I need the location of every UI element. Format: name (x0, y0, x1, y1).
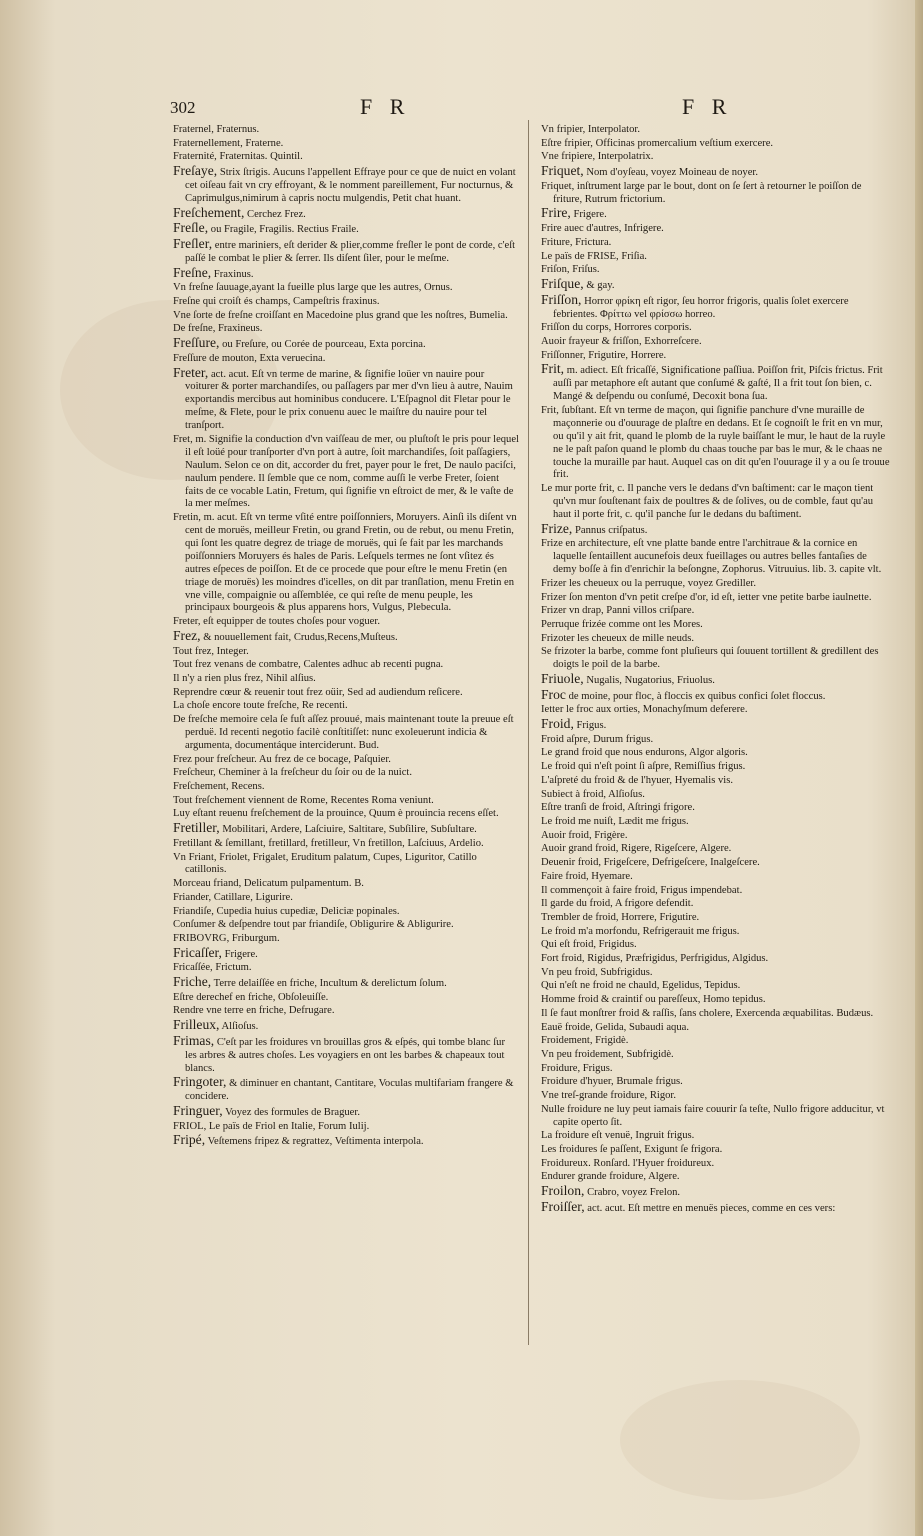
entry-text: Vn Friant, Friolet, Frigalet, Eruditum palatum, Cupes, Liguritor, Catillo catillonis. (173, 851, 477, 876)
entry-text: Froidure d'hyuer, Brumale frigus. (541, 1076, 683, 1088)
entry-text: ou Fragile, Fragilis. Rectius Fraile. (210, 224, 359, 236)
dictionary-entry (541, 718, 891, 733)
entry-text: Il garde du froid, A frigore defendit. (541, 898, 694, 910)
dictionary-entry (173, 616, 519, 629)
entry-text: Fretin, m. acut. Eſt vn terme vſité entre poiſſonniers, Moruyers. Ainſi ils diſent vn cent de moruës, meilleur Fretin, ou grand Fretin, ou de rebut, ou menu Fretin, qui ſont les quatre degrez de triage de moruës, qui ſe fait par les marchands poiſſonniers Moruyers és hales de Paris. Leſquels termes ne ſont vſitez és autres eſpeces de poiſſon. Et de ce procede que pour eſtre le menu Fretin (en triage de moruës) les moindres d'icelles, on dit par tranſlation, menu Fretin en vne ville, compaignie ou aſſemblée, ce qui reſte de menu peuple, les principaux bourgeois & plus apparens hors, Vulgus, Plebecula. (173, 512, 517, 614)
entry-headword: Frez, (173, 627, 201, 643)
dictionary-entry (541, 843, 891, 856)
entry-headword: Fringuer, (173, 1103, 223, 1118)
dictionary-entry (541, 264, 891, 277)
entry-text: Frire auec d'autres, Infrigere. (541, 223, 664, 235)
entry-text: Conſumer & deſpendre tout par friandiſe, Obligurire & Abligurire. (173, 919, 454, 931)
entry-text: Vn peu froidement, Subfrigidè. (541, 1048, 674, 1060)
entry-text: Subiect à froid, Alſioſus. (541, 788, 645, 800)
dictionary-entry (173, 700, 519, 713)
entry-headword: Froc (541, 686, 566, 702)
entry-text: Vne treſ-grande froidure, Rigor. (541, 1090, 677, 1102)
dictionary-entry (541, 830, 891, 843)
entry-text: Auoir frayeur & friſſon, Exhorreſcere. (541, 335, 702, 347)
entry-text: Qui n'eſt ne froid ne chauld, Egelidus, Tepidus. (541, 980, 741, 992)
entry-text: act. acut. Eſt mettre en menuës pieces, comme en ces vers: (587, 1202, 836, 1214)
entry-headword: Freſaye, (173, 163, 218, 179)
dictionary-entry (173, 353, 519, 366)
entry-text: Auoir grand froid, Rigere, Rigeſcere, Algere. (541, 843, 732, 855)
entry-text: Frizer ſon menton d'vn petit creſpe d'or, id eſt, ietter vne petite barbe iaulnette. (541, 591, 872, 603)
entry-text: Qui eſt froid, Frigidus. (541, 939, 637, 951)
running-head-right: F R (682, 94, 733, 119)
dictionary-entry (173, 512, 519, 615)
dictionary-entry (541, 1185, 891, 1200)
dictionary-entry (173, 838, 519, 851)
dictionary-entry (541, 670, 891, 688)
entry-text: Freſcheur, Cheminer à la freſcheur du ſoir ou de la nuict. (173, 767, 413, 779)
entry-text: L'aſpreté du froid & de l'hyuer, Hyemalis vis. (541, 774, 733, 786)
dictionary-entry (541, 885, 891, 898)
entry-text: Endurer grande froidure, Algere. (541, 1171, 680, 1183)
entry-headword: Frize, (541, 520, 573, 536)
entry-text: FRIBOVRG, Friburgum. (173, 932, 280, 944)
entry-text: Il n'y a rien plus frez, Nihil alſius. (173, 672, 316, 684)
dictionary-entry (541, 939, 891, 952)
dictionary-entry (541, 1104, 891, 1130)
entry-headword: Fretiller, (173, 820, 220, 836)
entry-headword: Frit, (541, 361, 565, 377)
entry-headword: Frilleux, (173, 1017, 220, 1033)
dictionary-entry (541, 520, 891, 538)
entry-text: Friſſon du corps, Horrores corporis. (541, 322, 692, 334)
dictionary-entry (541, 1022, 891, 1035)
entry-text: Friſon, Friſus. (541, 264, 600, 276)
dictionary-entry (541, 953, 891, 966)
entry-headword: Fripé, (173, 1132, 206, 1148)
entry-text: Friſſonner, Frigutire, Horrere. (541, 349, 667, 361)
dictionary-entry (541, 747, 891, 760)
dictionary-entry (541, 789, 891, 802)
entry-text: Fricaſſée, Frictum. (173, 962, 252, 974)
dictionary-entry (173, 673, 519, 686)
dictionary-entry (541, 138, 891, 151)
entry-headword: Freter, (173, 364, 209, 380)
dictionary-entry (173, 933, 519, 946)
dictionary-entry (173, 1019, 519, 1034)
dictionary-entry (541, 207, 891, 222)
entry-text: Eſtre fripier, Officinas promercalium veſtium exercere. (541, 137, 774, 149)
entry-text: Frez pour freſcheur. Au frez de ce bocage, Paſquier. (173, 753, 391, 765)
entry-headword: Freſler, (173, 236, 213, 252)
entry-text: Eauë froide, Gelida, Subaudi aqua. (541, 1021, 689, 1033)
dictionary-entry (173, 781, 519, 794)
dictionary-entry (173, 627, 519, 645)
entry-text: Alſioſus. (221, 1021, 259, 1033)
dictionary-entry (173, 1134, 519, 1149)
entry-headword: Fringoter, (173, 1074, 227, 1090)
entry-text: Le froid m'a morfondu, Refrigerauit me frigus. (541, 925, 740, 937)
entry-text: & nouuellement fait, Crudus,Recens,Muſteus. (203, 631, 398, 643)
entry-text: Fret, m. Signifie la conduction d'vn vaiſſeau de mer, ou pluſtoſt le pris pour lequel il eſt loüé pour tranſporter d'vn port à autre, ſoit marchandiſes, ſoit paſſagiers, Naulum. Selon ce on dit, accorder du fret, payer pour le fret, De naulo paciſci, naulum pendere. Il ſemble que ce nom, comme auſſi le verbe Freter, ſoient faits de ce vocable Latin, Fretum, qui ſignifie vn eſtroict de mer, & le vaſte de la mer meſmes. (173, 433, 519, 510)
dictionary-entry (541, 1008, 891, 1021)
dictionary-entry (173, 323, 519, 336)
dictionary-entry (541, 994, 891, 1007)
dictionary-entry (173, 878, 519, 891)
right-column (541, 124, 891, 1336)
dictionary-entry (541, 483, 891, 522)
entry-text: La froidure eſt venuë, Ingruit frigus. (541, 1130, 695, 1142)
entry-text: ou Freſure, ou Corée de pourceau, Exta porcina. (222, 339, 426, 351)
dictionary-entry (541, 871, 891, 884)
dictionary-entry (173, 282, 519, 295)
dictionary-entry (541, 151, 891, 164)
entry-text: Fraternel, Fraternus. (173, 124, 260, 135)
dictionary-entry (541, 898, 891, 911)
dictionary-entry (541, 1076, 891, 1089)
entry-text: Pannus criſpatus. (575, 524, 648, 536)
entry-text: Le froid me nuiſt, Lædit me frigus. (541, 816, 689, 827)
entry-text: act. acut. Eſt vn terme de marine, & ſignifie loüer vn nauire pour voiturer & porter marchandiſes, ou paſſagers par mer d'vn lieu à autre, Nauim exportandis mercibus aut hominibus conducere. L'Eſpagnol dit Fletar pour le meſme, & Flete, pour le prix conuenu auec le maiſtre du nauire pour tel tranſport. (185, 368, 513, 432)
dictionary-entry (541, 291, 891, 322)
entry-text: entre mariniers, eſt derider & plier,comme freſler le pont de corde, c'eſt paſſé le combat le plier & ſerrer. Ils diſent ſiler, pour le meſme. (185, 240, 516, 264)
entry-text: De freſne, Fraxineus. (173, 323, 263, 335)
dictionary-entry (173, 364, 519, 434)
entry-headword: Friuole, (541, 670, 584, 686)
dictionary-entry (541, 605, 891, 618)
entry-text: de moine, pour floc, à floccis ex quibus confici ſolet floccus. (568, 690, 826, 702)
dictionary-entry (541, 336, 891, 349)
dictionary-entry (541, 734, 891, 747)
entry-text: Reprendre cœur & reuenir tout frez oüir, Sed ad audiendum reſicere. (173, 686, 463, 698)
dictionary-entry (541, 686, 891, 704)
entry-text: Fort froid, Rigidus, Præfrigidus, Perfrigidus, Algidus. (541, 953, 769, 965)
dictionary-entry (173, 646, 519, 659)
dictionary-entry (541, 1035, 891, 1048)
dictionary-entry (173, 976, 519, 991)
dictionary-entry (541, 124, 891, 137)
dictionary-entry (541, 165, 891, 180)
column-divider (528, 120, 529, 1345)
entry-text: Le mur porte frit, c. Il panche vers le dedans d'vn baſtiment: car le maçon tient qu'vn mur ſouſtenant faix de poultres & de ſolives, ou de comble, faut qu'au haut il porte frit, c. qu'il panche ſur le dedans du baſtiment. (541, 483, 874, 520)
dictionary-entry (173, 659, 519, 672)
dictionary-entry (541, 857, 891, 870)
entry-text: Eſtre tranſi de froid, Aſtringi frigore. (541, 802, 695, 814)
dictionary-entry (541, 980, 891, 993)
entry-text: Homme froid & craintif ou pareſſeux, Homo tepidus. (541, 994, 766, 1006)
dictionary-entry (173, 906, 519, 919)
entry-text: Le grand froid que nous endurons, Algor algoris. (541, 747, 748, 759)
entry-text: Frigere. (224, 948, 258, 960)
dictionary-entry (173, 238, 519, 266)
entry-headword: Friquet, (541, 163, 584, 179)
dictionary-entry (173, 795, 519, 808)
entry-text: Strix ſtrigis. Aucuns l'appellent Effraye pour ce que de nuict en volant cet oiſeau fait vn cry effroyant, & le nomment pareillement, Fur nocturnus, & Caprimulgus,nimirum à capris noctu mulgendis, Petit chat huant. (185, 167, 516, 204)
entry-text: Friture, Frictura. (541, 236, 612, 248)
entry-text: Fraternité, Fraternitas. Quintil. (173, 151, 303, 163)
dictionary-entry (541, 633, 891, 646)
entry-text: Tout freſchement viennent de Rome, Recentes Roma veniunt. (173, 794, 434, 806)
entry-text: Trembler de froid, Horrere, Frigutire. (541, 911, 700, 923)
entry-text: Fretillant & ſemillant, fretillard, fretilleur, Vn fretillon, Laſciuus, Ardelio. (173, 837, 484, 849)
entry-text: Freter, eſt equipper de toutes choſes pour voguer. (173, 616, 380, 628)
dictionary-entry (173, 310, 519, 323)
dictionary-entry (541, 1158, 891, 1171)
entry-text: Froid aſpre, Durum frigus. (541, 733, 654, 745)
dictionary-entry (541, 1144, 891, 1157)
entry-text: Perruque frizée comme ont les Mores. (541, 618, 703, 630)
dictionary-entry (541, 619, 891, 632)
entry-headword: Fricaſſer, (173, 944, 222, 960)
entry-text: Se frizoter la barbe, comme font pluſieurs qui ſouuent tortillent & gredillent des doigts le poil de la barbe. (541, 646, 879, 671)
entry-text: Frigus. (576, 720, 607, 732)
entry-text: Rendre vne terre en friche, Defrugare. (173, 1005, 335, 1017)
dictionary-entry (541, 1198, 891, 1216)
left-column (173, 124, 519, 1344)
entry-text: Vne fripiere, Interpolatrix. (541, 151, 654, 163)
entry-text: Tout frez venans de combatre, Calentes adhuc ab recenti pugna. (173, 659, 444, 671)
dictionary-entry (541, 1063, 891, 1076)
entry-headword: Freſchement, (173, 204, 245, 220)
entry-headword: Froid, (541, 716, 574, 732)
dictionary-entry (173, 204, 519, 222)
dictionary-entry (541, 538, 891, 577)
entry-text: & diminuer en chantant, Cantitare, Voculas multifariam frangere & concidere. (185, 1078, 514, 1103)
entry-text: Freſſure de mouton, Exta veruecina. (173, 352, 326, 364)
dictionary-entry (541, 322, 891, 335)
dictionary-entry (173, 124, 519, 137)
entry-text: Terre delaiſſée en friche, Incultum & derelictum ſolum. (213, 978, 447, 990)
dictionary-entry (173, 822, 519, 837)
dictionary-entry (541, 405, 891, 482)
dictionary-entry (173, 1105, 519, 1120)
dictionary-entry (173, 714, 519, 753)
dictionary-entry (173, 1005, 519, 1018)
entry-headword: Friche, (173, 974, 212, 990)
dictionary-entry (173, 992, 519, 1005)
entry-headword: Froilon, (541, 1183, 585, 1199)
entry-text: Friandiſe, Cupedia huius cupediæ, Deliciæ popinales. (173, 905, 400, 917)
entry-text: Friquet, inſtrument large par le bout, dont on ſe ſert à retourner le poiſſon de friture, Rutrum frictorium. (541, 180, 862, 205)
entry-text: Fraxinus. (213, 268, 254, 280)
dictionary-entry (541, 802, 891, 815)
dictionary-entry (173, 687, 519, 700)
entry-text: C'eſt par les froidures vn brouillas gros & eſpés, qui tombe blanc ſur les arbres & autres choſes. Les voyagiers en ont les barbes & chapeaux tout blancs. (185, 1036, 506, 1074)
entry-text: Frizer vn drap, Panni villos criſpare. (541, 605, 695, 617)
entry-text: Froidureux. Ronſard. l'Hyuer froidureux. (541, 1157, 715, 1169)
dictionary-entry (541, 816, 891, 829)
entry-text: Frit, ſubſtant. Eſt vn terme de maçon, qui ſignifie panchure d'vne muraille de maçonnerie ou d'ouurage de plaſtre en dedans. Et ſe cognoiſt le frit en vn mur, ou qu'il y ait frit, quand le plomb de la ruyle baiſſant le mur, le haut de la ruyle ne le paſt paſon quand le plomb du chaas touche par bas le mur, & le chaas ne touche la muraille par haut. Auquel cas on dit qu'en l'ouurage il y a ou ſe trouue frit. (541, 404, 890, 481)
dictionary-entry (173, 264, 519, 282)
entry-text: Froidement, Frigidè. (541, 1035, 629, 1047)
entry-text: Auoir froid, Frigère. (541, 829, 628, 841)
entry-text: Vne ſorte de freſne croiſſant en Macedoine plus grand que les noſtres, Bumelia. (173, 309, 508, 321)
entry-text: Ietter le froc aux orties, Monachyſmum deferere. (541, 704, 748, 716)
entry-text: Fraternellement, Fraterne. (173, 137, 284, 149)
entry-text: Veſtemens fripez & regrattez, Veſtimenta interpola. (207, 1136, 424, 1148)
entry-text: Vn fripier, Interpolator. (541, 124, 641, 135)
dictionary-entry (541, 646, 891, 672)
dictionary-entry (541, 1090, 891, 1103)
dictionary-entry (173, 165, 519, 206)
entry-headword: Freſle, (173, 220, 209, 236)
entry-text: Nulle froidure ne luy peut iamais faire couurir ſa teſte, Nullo frigore adducitur, vt capite operto ſit. (541, 1103, 885, 1128)
dictionary-entry (541, 251, 891, 264)
entry-text: Les froidures ſe paſſent, Exigunt ſe frigora. (541, 1144, 723, 1156)
entry-text: FRIOL, Le païs de Friol en Italie, Forum Iulij. (173, 1120, 370, 1132)
entry-text: Frigere. (573, 209, 607, 221)
entry-headword: Frire, (541, 205, 571, 221)
entry-text: De freſche memoire cela ſe fuſt aſſez prouué, mais maintenant toute la preuue eſt perduë. Id recenti negotio facilè conſtitiſſet: nunc exoleuerunt indicia & argumenta, documentáque interciderunt. Bud. (173, 714, 514, 751)
dictionary-entry (541, 1171, 891, 1184)
dictionary-entry (541, 704, 891, 717)
dictionary-entry (173, 944, 519, 962)
entry-text: Froidure, Frigus. (541, 1062, 613, 1074)
entry-text: Luy eſtant reuenu freſchement de la prouince, Quum è prouincia recens eſſet. (173, 808, 499, 820)
entry-text: Frizer les cheueux ou la perruque, voyez Grediller. (541, 577, 757, 589)
dictionary-entry (541, 223, 891, 236)
page-header (170, 92, 893, 124)
dictionary-entry (541, 592, 891, 605)
entry-headword: Freſſure, (173, 335, 220, 351)
dictionary-entry (173, 434, 519, 511)
entry-text: Vn peu froid, Subfrigidus. (541, 966, 653, 978)
dictionary-entry (541, 275, 891, 293)
dictionary-entry (541, 237, 891, 250)
entry-text: Mobilitari, Ardere, Laſciuire, Saltitare, Subſilire, Subſultare. (222, 824, 477, 836)
entry-text: Friander, Catillare, Ligurire. (173, 891, 293, 903)
dictionary-entry (173, 1121, 519, 1134)
dictionary-entry (541, 761, 891, 774)
dictionary-entry (173, 754, 519, 767)
entry-text: Horror φρίκη eſt rigor, ſeu horror frigoris, qualis ſolet exercere febrientes. Φρίττω vel φρίσσω horreo. (553, 295, 849, 320)
entry-text: Deuenir froid, Frigeſcere, Defrigeſcere, Inalgeſcere. (541, 857, 760, 869)
dictionary-entry (173, 296, 519, 309)
entry-text: Frizoter les cheueux de mille neuds. (541, 632, 694, 644)
dictionary-entry (541, 181, 891, 207)
dictionary-entry (173, 919, 519, 932)
dictionary-entry (173, 151, 519, 164)
entry-headword: Froiſſer, (541, 1198, 585, 1214)
entry-text: Vn freſne ſauuage,ayant la fueille plus large que les autres, Ornus. (173, 282, 453, 294)
dictionary-entry (541, 912, 891, 925)
entry-text: Cerchez Frez. (247, 208, 306, 220)
entry-text: Il ſe faut monſtrer froid & raſſis, ſans cholere, Exercenda æquabilitas. Budæus. (541, 1007, 874, 1019)
entry-text: Crabro, voyez Frelon. (587, 1187, 681, 1199)
entry-headword: Freſne, (173, 264, 212, 280)
entry-text: Freſne qui croiſt és champs, Campeſtris fraxinus. (173, 296, 380, 308)
dictionary-entry (541, 1049, 891, 1062)
entry-text: Nugalis, Nugatorius, Friuolus. (586, 674, 715, 686)
dictionary-entry (173, 222, 519, 237)
entry-text: Faire froid, Hyemare. (541, 870, 633, 882)
entry-text: Eſtre derechef en friche, Obſoleuiſſe. (173, 991, 329, 1003)
dictionary-entry (541, 967, 891, 980)
entry-text: Le froid qui n'eſt point ſi aſpre, Remiſſius frigus. (541, 761, 746, 773)
entry-text: Freſchement, Recens. (173, 781, 265, 793)
entry-text: Il commençoit à faire froid, Frigus impendebat. (541, 884, 743, 896)
entry-text: Nom d'oyſeau, voyez Moineau de noyer. (586, 167, 758, 179)
dictionary-entry (541, 578, 891, 591)
page-edge (915, 0, 923, 1536)
dictionary-entry (173, 808, 519, 821)
dictionary-entry (173, 1032, 519, 1076)
dictionary-entry (173, 962, 519, 975)
entry-text: Le païs de FRISE, Friſia. (541, 250, 647, 262)
dictionary-entry (173, 767, 519, 780)
entry-text: Voyez des formules de Braguer. (225, 1107, 360, 1118)
entry-text: Morceau friand, Delicatum pulpamentum. B. (173, 878, 364, 890)
dictionary-entry (173, 138, 519, 151)
entry-text: m. adiect. Eſt fricaſſé, Significatione paſſiua. Poiſſon frit, Piſcis frictus. Frit auſſi par metaphore eſt autant que conſumé & gaſté, Il a frit tout ſon bien, c. Mangé & deſpendu ou conſumé, Decoxit bona ſua. (553, 365, 883, 403)
running-head-left: F R (360, 94, 411, 119)
entry-text: Frize en architecture, eſt vne platte bande entre l'architraue & la cornice en laquelle ſentaillent aucunefois deux fueillages ou autres belles fantaſies de demy boſſe à fin d'enrichir la beſongne, Zophorus. Vitruuius. lib. 3. capite vlt. (541, 538, 882, 576)
page-number: 302 (170, 98, 196, 117)
dictionary-entry (173, 892, 519, 905)
entry-headword: Friſque, (541, 275, 584, 291)
dictionary-entry (173, 852, 519, 878)
entry-text: La choſe encore toute freſche, Re recenti. (173, 700, 348, 712)
entry-text: Tout frez, Integer. (173, 645, 249, 657)
dictionary-entry (541, 926, 891, 939)
dictionary-entry (173, 337, 519, 352)
dictionary-entry (541, 363, 891, 404)
dictionary-entry (541, 1130, 891, 1143)
entry-headword: Friſſon, (541, 291, 582, 307)
entry-text: & gay. (586, 279, 615, 291)
entry-headword: Frimas, (173, 1032, 215, 1048)
dictionary-entry (541, 350, 891, 363)
dictionary-entry (173, 1076, 519, 1104)
dictionary-entry (541, 775, 891, 788)
paper-stain (620, 1380, 860, 1500)
